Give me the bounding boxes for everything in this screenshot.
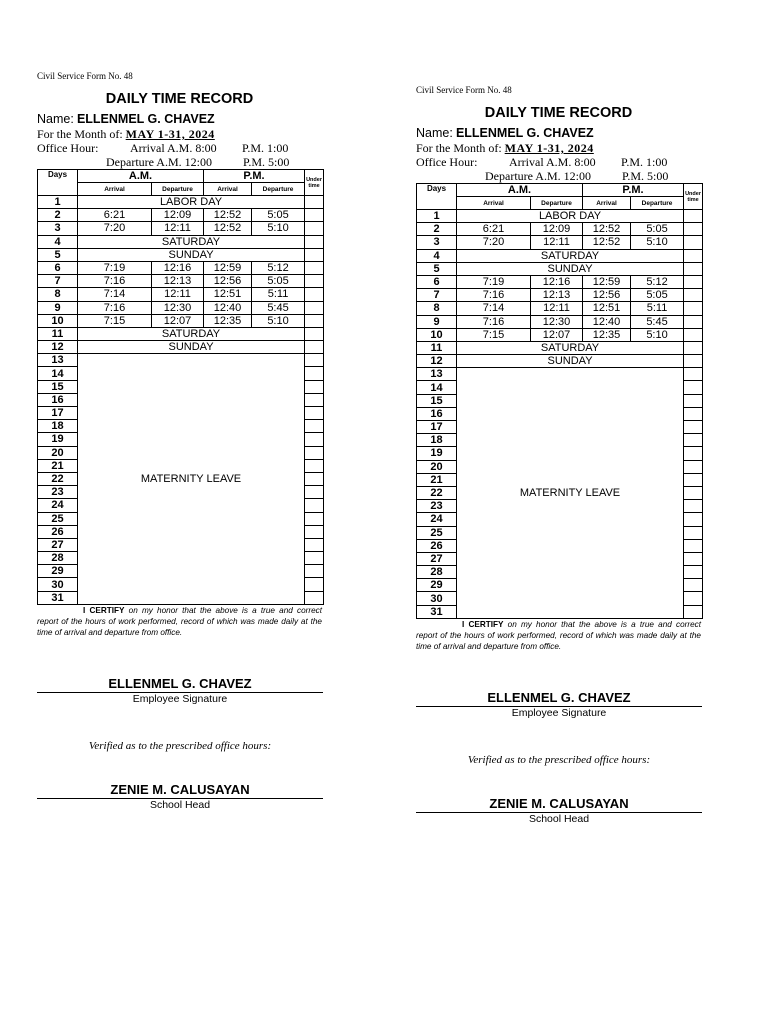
am-departure: 12:11 [152,288,204,301]
day-number: 26 [417,539,457,552]
day-note: LABOR DAY [457,210,684,223]
undertime-cell [305,433,324,446]
table-row [38,248,324,261]
day-number: 31 [417,605,457,618]
undertime-cell [684,381,703,394]
undertime-cell [684,315,703,328]
pm-arrival: 12:52 [583,223,631,236]
time-record-table [416,183,703,619]
undertime-cell [305,446,324,459]
undertime-cell [684,500,703,513]
pm-arrival: 12:52 [204,222,252,235]
am-departure: 12:09 [152,209,204,222]
pm-arrival-header: Arrival [583,197,631,210]
am-arrival: 7:19 [457,275,531,288]
undertime-cell [305,538,324,551]
day-number: 31 [38,591,78,604]
maternity-leave-cell: MATERNITY LEAVE [457,368,684,619]
verified-text: Verified as to the prescribed office hours: [467,753,651,766]
day-number: 25 [38,512,78,525]
arrival-am: Arrival A.M. 8:00 [130,141,217,155]
table-row [417,368,703,381]
dtr-form-left [37,70,325,812]
pm-departure: 5:05 [252,275,305,288]
pm-header: P.M. [204,170,305,183]
undertime-cell [684,407,703,420]
arrival-pm: P.M. 1:00 [621,155,668,169]
undertime-cell [684,539,703,552]
day-number: 13 [417,368,457,381]
table-row [417,249,703,262]
pm-arrival: 12:52 [583,236,631,249]
am-departure: 12:30 [531,315,583,328]
day-number: 22 [38,472,78,485]
day-number: 27 [38,538,78,551]
undertime-cell [305,578,324,591]
table-row [38,314,324,327]
month-value: MAY 1-31, 2024 [125,127,215,141]
undertime-cell [684,394,703,407]
departure-pm: P.M. 5:00 [243,155,290,169]
pm-departure: 5:10 [631,328,684,341]
am-departure: 12:30 [152,301,204,314]
departure-am: Departure A.M. 12:00 [485,169,591,183]
day-number: 28 [38,552,78,565]
day-number: 20 [417,460,457,473]
pm-arrival-header: Arrival [204,183,252,196]
undertime-cell [684,526,703,539]
undertime-cell [305,367,324,380]
arrival-pm: P.M. 1:00 [242,141,289,155]
pm-departure: 5:12 [631,275,684,288]
day-number: 6 [417,275,457,288]
month-label: For the Month of: [416,141,502,155]
am-departure: 12:07 [531,328,583,341]
undertime-cell [684,236,703,249]
undertime-cell [684,355,703,368]
day-number: 7 [417,289,457,302]
table-row [417,341,703,354]
day-number: 1 [417,210,457,223]
day-number: 18 [417,434,457,447]
day-number: 15 [417,394,457,407]
day-number: 7 [38,275,78,288]
employee-name: ELLENMEL G. CHAVEZ [76,112,215,126]
day-number: 26 [38,525,78,538]
day-number: 14 [417,381,457,394]
day-number: 23 [38,486,78,499]
day-number: 9 [38,301,78,314]
table-row [417,328,703,341]
am-arrival: 6:21 [78,209,152,222]
undertime-cell [305,209,324,222]
table-row [417,355,703,368]
am-departure: 12:07 [152,314,204,327]
day-number: 24 [417,513,457,526]
undertime-cell [684,341,703,354]
certify-body: on my honor that the above is a true and correct report of the hours of work performed, record of which was made daily at the time of arrival and departure from office. [416,619,701,651]
am-departure: 12:16 [531,275,583,288]
day-number: 16 [417,407,457,420]
undertime-cell [684,592,703,605]
undertime-cell [305,565,324,578]
school-head-name: ZENIE M. CALUSAYAN [37,782,323,799]
employee-signature-block [416,690,702,720]
pm-arrival: 12:35 [204,314,252,327]
day-number: 12 [417,355,457,368]
undertime-cell [305,499,324,512]
verified-text: Verified as to the prescribed office hours: [88,739,272,752]
day-number: 23 [417,500,457,513]
pm-arrival: 12:56 [204,275,252,288]
table-row [38,222,324,235]
table-row [38,235,324,248]
table-row [417,275,703,288]
day-number: 21 [38,459,78,472]
undertime-cell [684,605,703,618]
day-number: 4 [417,249,457,262]
am-arrival: 7:14 [457,302,531,315]
day-number: 13 [38,354,78,367]
day-number: 17 [417,421,457,434]
am-arrival: 7:16 [457,289,531,302]
pm-departure: 5:05 [631,289,684,302]
employee-signature-name: ELLENMEL G. CHAVEZ [416,690,702,707]
day-number: 16 [38,393,78,406]
undertime-cell [305,301,324,314]
undertime-cell [684,223,703,236]
pm-departure-header: Departure [252,183,305,196]
undertime-cell [305,248,324,261]
employee-name: ELLENMEL G. CHAVEZ [455,126,594,140]
employee-signature-label: Employee Signature [511,706,607,719]
day-number: 5 [417,262,457,275]
office-hour-label: Office Hour: [416,155,478,169]
undertime-cell [305,486,324,499]
arrival-am: Arrival A.M. 8:00 [509,155,596,169]
certify-bold: I CERTIFY [83,605,125,615]
am-header: A.M. [457,184,583,197]
am-arrival-header: Arrival [78,183,152,196]
day-number: 8 [38,288,78,301]
undertime-cell [305,512,324,525]
day-number: 3 [38,222,78,235]
am-arrival: 7:19 [78,261,152,274]
day-note: SUNDAY [78,341,305,354]
day-number: 12 [38,341,78,354]
day-number: 14 [38,367,78,380]
day-number: 29 [38,565,78,578]
undertime-cell [684,434,703,447]
day-note: LABOR DAY [78,196,305,209]
pm-departure: 5:05 [252,209,305,222]
time-record-table [37,169,324,605]
table-row [417,236,703,249]
day-number: 19 [417,447,457,460]
undertime-cell [305,472,324,485]
undertime-cell [684,262,703,275]
employee-signature-name: ELLENMEL G. CHAVEZ [37,676,323,693]
day-number: 18 [38,420,78,433]
am-departure: 12:16 [152,261,204,274]
undertime-cell [305,235,324,248]
undertime-cell [305,354,324,367]
table-row [38,261,324,274]
school-head-signature-block [416,796,702,826]
table-row [38,341,324,354]
am-arrival: 7:20 [457,236,531,249]
day-number: 30 [38,578,78,591]
undertime-cell [305,407,324,420]
certification-text [416,619,701,652]
office-hour-label: Office Hour: [37,141,99,155]
pm-departure: 5:05 [631,223,684,236]
school-head-label: School Head [528,812,590,825]
am-departure: 12:11 [531,302,583,315]
day-number: 10 [417,328,457,341]
days-header: Days [417,184,457,210]
undertime-cell [305,196,324,209]
table-row [38,354,324,367]
pm-arrival: 12:51 [204,288,252,301]
undertime-cell [684,447,703,460]
name-label: Name: [37,112,74,126]
day-number: 5 [38,248,78,261]
am-arrival-header: Arrival [457,197,531,210]
undertime-cell [305,222,324,235]
form-title: DAILY TIME RECORD [484,105,633,121]
day-number: 30 [417,592,457,605]
form-number: Civil Service Form No. 48 [37,71,133,81]
form-number: Civil Service Form No. 48 [416,85,512,95]
table-row [417,302,703,315]
pm-arrival: 12:51 [583,302,631,315]
undertime-cell [684,513,703,526]
day-number: 24 [38,499,78,512]
day-number: 15 [38,380,78,393]
day-number: 2 [417,223,457,236]
maternity-leave-cell: MATERNITY LEAVE [78,354,305,605]
undertime-cell [684,421,703,434]
am-departure-header: Departure [152,183,204,196]
day-number: 3 [417,236,457,249]
undertime-cell [684,579,703,592]
day-number: 1 [38,196,78,209]
day-note: SATURDAY [457,249,684,262]
month-value: MAY 1-31, 2024 [504,141,594,155]
undertime-cell [684,473,703,486]
table-row [417,315,703,328]
table-row [38,327,324,340]
day-note: SUNDAY [457,355,684,368]
day-number: 11 [417,341,457,354]
departure-pm: P.M. 5:00 [622,169,669,183]
school-head-name: ZENIE M. CALUSAYAN [416,796,702,813]
undertime-cell [305,288,324,301]
day-number: 11 [38,327,78,340]
undertime-cell [684,289,703,302]
table-row [38,209,324,222]
undertime-cell [684,368,703,381]
day-number: 8 [417,302,457,315]
day-note: SATURDAY [78,327,305,340]
day-number: 22 [417,486,457,499]
table-row [417,262,703,275]
pm-arrival: 12:35 [583,328,631,341]
am-departure: 12:09 [531,223,583,236]
day-note: SUNDAY [78,248,305,261]
table-row [38,196,324,209]
day-number: 9 [417,315,457,328]
pm-departure: 5:10 [252,222,305,235]
am-departure: 12:13 [152,275,204,288]
am-arrival: 7:20 [78,222,152,235]
day-number: 10 [38,314,78,327]
certify-bold: I CERTIFY [462,619,504,629]
am-header: A.M. [78,170,204,183]
undertime-cell [684,302,703,315]
form-title: DAILY TIME RECORD [105,91,254,107]
table-row [417,289,703,302]
pm-arrival: 12:59 [204,261,252,274]
undertime-cell [684,460,703,473]
table-row [38,275,324,288]
am-arrival: 7:16 [457,315,531,328]
undertime-cell [684,210,703,223]
table-row [38,301,324,314]
am-arrival: 7:16 [78,275,152,288]
pm-departure: 5:10 [252,314,305,327]
name-label: Name: [416,126,453,140]
undertime-cell [305,552,324,565]
pm-arrival: 12:52 [204,209,252,222]
undertime-cell [305,420,324,433]
undertime-header: Under time [684,184,703,210]
pm-arrival: 12:56 [583,289,631,302]
am-departure-header: Departure [531,197,583,210]
undertime-cell [305,327,324,340]
day-number: 17 [38,407,78,420]
undertime-cell [684,486,703,499]
departure-am: Departure A.M. 12:00 [106,155,212,169]
undertime-cell [305,261,324,274]
table-row [38,288,324,301]
days-header: Days [38,170,78,196]
certification-text [37,605,322,638]
undertime-cell [305,275,324,288]
day-number: 20 [38,446,78,459]
day-number: 28 [417,566,457,579]
am-arrival: 7:14 [78,288,152,301]
am-arrival: 6:21 [457,223,531,236]
pm-arrival: 12:40 [583,315,631,328]
am-departure: 12:11 [152,222,204,235]
pm-departure: 5:12 [252,261,305,274]
day-note: SUNDAY [457,262,684,275]
pm-departure: 5:11 [252,288,305,301]
pm-arrival: 12:59 [583,275,631,288]
undertime-cell [684,566,703,579]
employee-signature-block [37,676,323,706]
day-number: 27 [417,552,457,565]
undertime-cell [305,314,324,327]
day-note: SATURDAY [457,341,684,354]
undertime-cell [684,249,703,262]
am-arrival: 7:16 [78,301,152,314]
am-arrival: 7:15 [457,328,531,341]
day-number: 29 [417,579,457,592]
undertime-header: Under time [305,170,324,196]
am-arrival: 7:15 [78,314,152,327]
day-note: SATURDAY [78,235,305,248]
day-number: 25 [417,526,457,539]
undertime-cell [305,393,324,406]
pm-header: P.M. [583,184,684,197]
pm-departure-header: Departure [631,197,684,210]
undertime-cell [305,591,324,604]
day-number: 4 [38,235,78,248]
undertime-cell [305,341,324,354]
day-number: 6 [38,261,78,274]
school-head-signature-block [37,782,323,812]
table-row [417,223,703,236]
table-row [417,210,703,223]
undertime-cell [684,275,703,288]
undertime-cell [305,380,324,393]
pm-departure: 5:45 [252,301,305,314]
dtr-form-right [416,84,704,826]
day-number: 19 [38,433,78,446]
employee-signature-label: Employee Signature [132,692,228,705]
pm-departure: 5:11 [631,302,684,315]
month-label: For the Month of: [37,127,123,141]
day-number: 2 [38,209,78,222]
pm-departure: 5:45 [631,315,684,328]
undertime-cell [684,552,703,565]
certify-body: on my honor that the above is a true and correct report of the hours of work performed, record of which was made daily at the time of arrival and departure from office. [37,605,322,637]
day-number: 21 [417,473,457,486]
pm-departure: 5:10 [631,236,684,249]
school-head-label: School Head [149,798,211,811]
pm-arrival: 12:40 [204,301,252,314]
undertime-cell [684,328,703,341]
undertime-cell [305,459,324,472]
undertime-cell [305,525,324,538]
am-departure: 12:13 [531,289,583,302]
am-departure: 12:11 [531,236,583,249]
